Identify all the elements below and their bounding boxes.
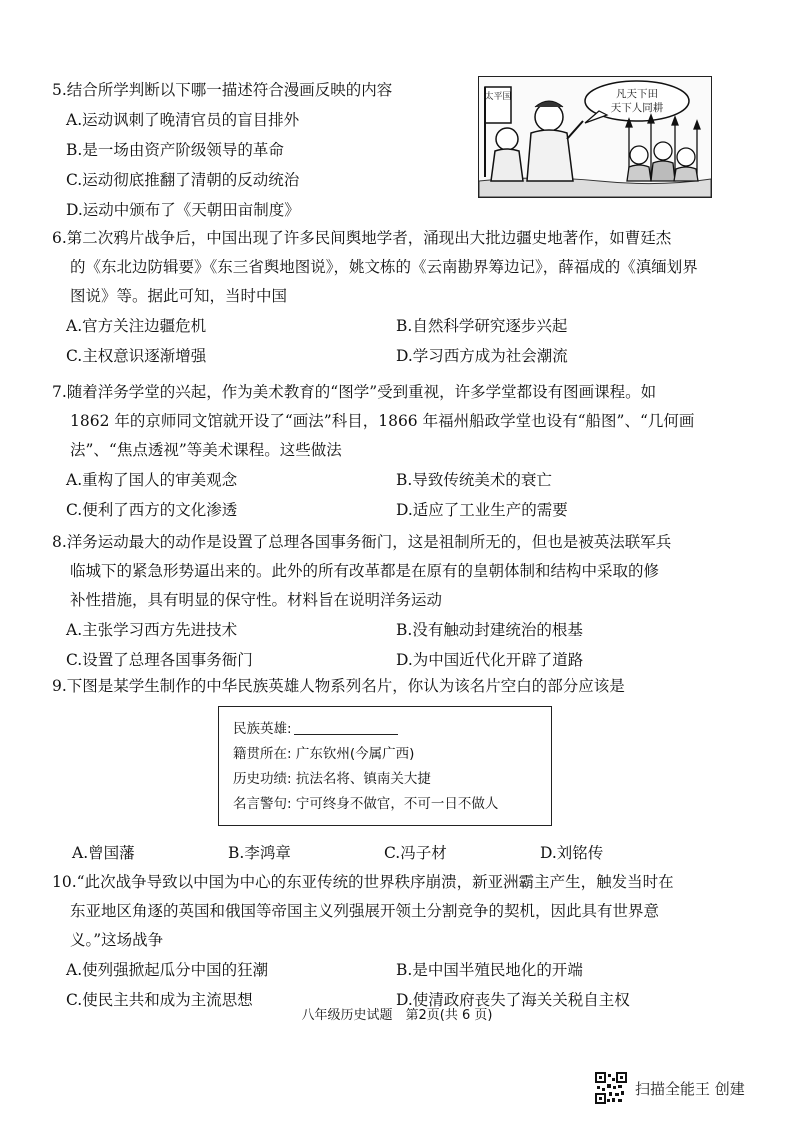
question-7-stem-line-1: 7.随着洋务学堂的兴起，作为美术教育的“图学”受到重视，许多学堂都设有图画课程。如 — [52, 383, 657, 401]
question-6-option-b: B.自然科学研究逐步兴起 — [396, 317, 568, 335]
question-6-option-d: D.学习西方成为社会潮流 — [396, 347, 568, 365]
qr-code-icon — [595, 1072, 627, 1104]
page-footer: 八年级历史试题 第2页(共 6 页) — [301, 1008, 493, 1023]
question-5-option-b: B.是一场由资产阶级领导的革命 — [66, 141, 284, 159]
question-8-option-c: C.设置了总理各国事务衙门 — [66, 651, 253, 669]
question-8-stem-line-1: 8.洋务运动最大的动作是设置了总理各国事务衙门，这是祖制所无的，但也是被英法联军兵 — [52, 533, 672, 551]
question-7-option-a: A.重构了国人的审美观念 — [66, 471, 238, 489]
question-5-option-a: A.运动讽刺了晚清官员的盲目排外 — [66, 111, 300, 129]
question-9 — [52, 672, 752, 701]
question-10-stem-line-3: 义。”这场战争 — [70, 931, 164, 949]
question-6 — [52, 224, 752, 371]
question-10 — [52, 868, 752, 1015]
question-5-option-d: D.运动中颁布了《天朝田亩制度》 — [66, 201, 300, 219]
card-native-place: 籍贯所在: 广东钦州(今属广西) — [233, 746, 415, 762]
card-hero-blank — [294, 720, 398, 735]
question-10-option-b: B.是中国半殖民地化的开端 — [396, 961, 583, 979]
question-8-stem-line-3: 补性措施，具有明显的保守性。材料旨在说明洋务运动 — [70, 591, 443, 609]
question-10-option-d: D.使清政府丧失了海关关税自主权 — [396, 991, 630, 1009]
bubble-line-1: 凡天下田 — [616, 88, 658, 100]
hero-name-card — [218, 706, 552, 826]
question-9-option-a: A.曾国藩 — [72, 844, 135, 862]
question-10-stem-line-1: 10.“此次战争导致以中国为中心的东亚传统的世界秩序崩溃，新亚洲霸主产生，触发当时在 — [52, 873, 674, 891]
question-7-stem-line-2: 1862 年的京师同文馆就开设了“画法”科目，1866 年福州船政学堂也设有“船图”、“几何画 — [70, 412, 695, 430]
card-hero-row — [233, 717, 551, 742]
question-9-option-b: B.李鸿章 — [228, 844, 291, 862]
question-8-option-a: A.主张学习西方先进技术 — [66, 621, 238, 639]
question-6-option-c: C.主权意识逐渐增强 — [66, 347, 207, 365]
crowd-figures — [626, 115, 700, 181]
question-9-stem: 9.下图是某学生制作的中华民族英雄人物系列名片，你认为该名片空白的部分应该是 — [52, 677, 625, 695]
question-7-option-b: B.导致传统美术的衰亡 — [396, 471, 552, 489]
question-7 — [52, 378, 752, 525]
question-8-option-d: D.为中国近代化开辟了道路 — [396, 651, 584, 669]
question-6-stem-line-1: 6.第二次鸦片战争后，中国出现了许多民间舆地学者，涌现出大批边疆史地著作，如曹廷杰 — [52, 229, 672, 247]
card-motto: 名言警句: 宁可终身不做官，不可一日不做人 — [233, 796, 499, 812]
question-10-option-c: C.使民主共和成为主流思想 — [66, 991, 253, 1009]
question-8-stem-line-2: 临城下的紧急形势逼出来的。此外的所有改革都是在原有的皇朝体制和结构中采取的修 — [70, 562, 660, 580]
question-5-stem: 5.结合所学判断以下哪一描述符合漫画反映的内容 — [52, 81, 393, 99]
watermark-text: 扫描全能王 创建 — [635, 1079, 745, 1098]
question-9-options — [52, 838, 752, 868]
card-hero-label: 民族英雄: — [233, 721, 292, 737]
flag-text: 太平国 — [484, 92, 512, 102]
question-7-option-d: D.适应了工业生产的需要 — [396, 501, 568, 519]
question-8 — [52, 528, 752, 675]
question-6-stem-line-2: 的《东北边防辑要》《东三省舆地图说》，姚文栋的《云南勘界筹边记》，薛福成的《滇缅划界 — [70, 258, 698, 276]
cartoon-illustration — [479, 77, 711, 197]
question-10-stem-line-2: 东亚地区角逐的英国和俄国等帝国主义列强展开领土分割竞争的契机，因此具有世界意 — [70, 902, 660, 920]
question-7-option-c: C.便利了西方的文化渗透 — [66, 501, 238, 519]
question-9-option-c: C.冯子材 — [384, 844, 447, 862]
scanner-watermark — [595, 1072, 745, 1104]
card-achievement: 历史功绩: 抗法名将、镇南关大捷 — [233, 771, 431, 787]
question-6-stem-line-3: 图说》等。据此可知，当时中国 — [70, 287, 288, 305]
question-5-option-c: C.运动彻底推翻了清朝的反动统治 — [66, 171, 300, 189]
bubble-line-2: 天下人同耕 — [610, 102, 664, 114]
question-7-stem-line-3: 法”、“焦点透视”等美术课程。这些做法 — [70, 441, 342, 459]
question-10-option-a: A.使列强掀起瓜分中国的狂潮 — [66, 961, 269, 979]
taiping-cartoon — [478, 76, 712, 198]
question-6-option-a: A.官方关注边疆危机 — [66, 317, 207, 335]
question-9-option-d: D.刘铭传 — [540, 844, 604, 862]
question-8-option-b: B.没有触动封建统治的根基 — [396, 621, 583, 639]
